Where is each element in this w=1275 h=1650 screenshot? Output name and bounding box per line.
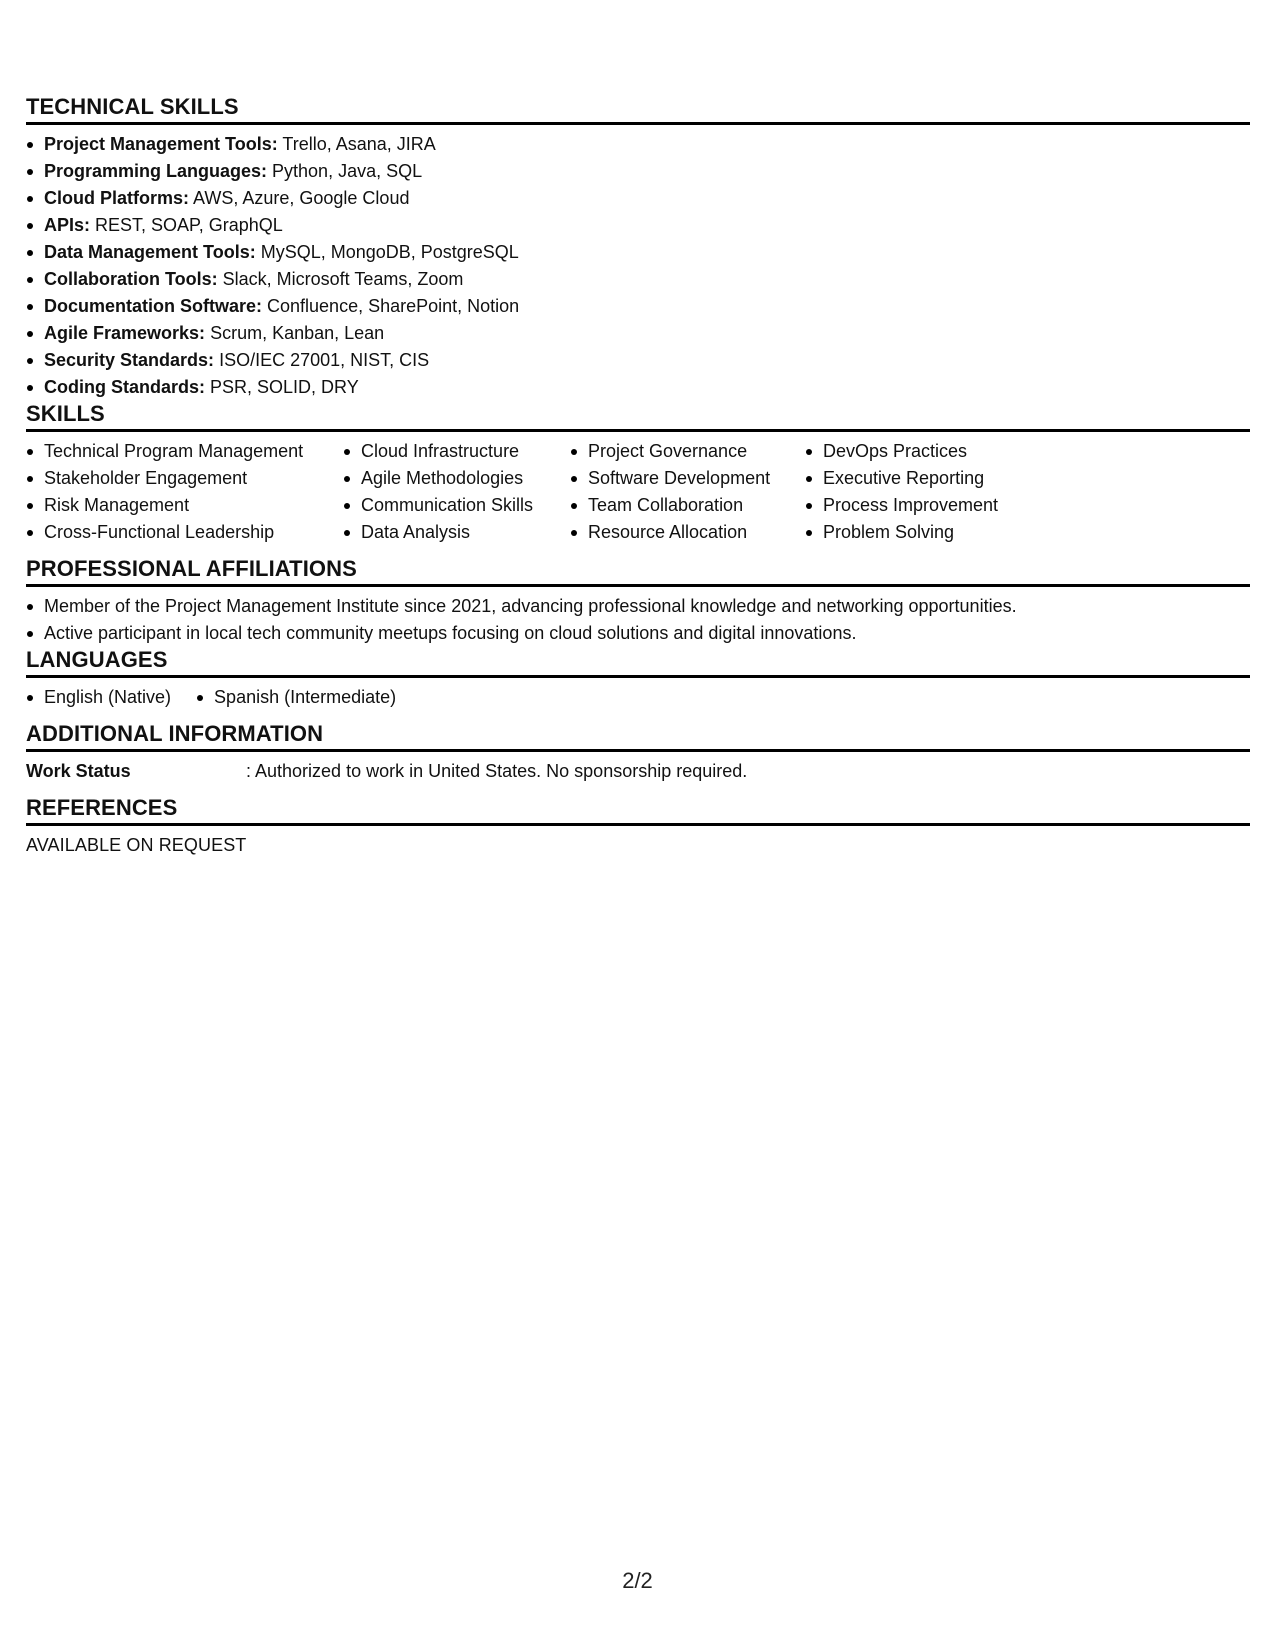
skill-category: Agile Frameworks: (44, 323, 206, 343)
references-text: AVAILABLE ON REQUEST (26, 835, 247, 855)
skill-item: Problem Solving (805, 519, 1025, 546)
skill-category: Project Management Tools: (44, 134, 278, 154)
resume-page (26, 94, 1250, 859)
technical-skill-item (26, 320, 1250, 347)
skill-item: Stakeholder Engagement (26, 465, 319, 492)
skill-values: AWS, Azure, Google Cloud (189, 188, 410, 208)
skill-item: Data Analysis (343, 519, 546, 546)
section-title: REFERENCES (26, 795, 178, 820)
languages-row (26, 684, 1250, 711)
skill-values: Slack, Microsoft Teams, Zoom (217, 269, 464, 289)
skill-category: Data Management Tools: (44, 242, 256, 262)
language-item: Spanish (Intermediate) (196, 684, 396, 711)
skill-category: Programming Languages: (44, 161, 268, 181)
affiliation-item: Member of the Project Management Institute since 2021, advancing professional knowledge and networking opportunities. (26, 593, 1250, 620)
technical-skill-item (26, 293, 1250, 320)
skills-column (805, 438, 1025, 546)
work-status-row (26, 758, 1250, 785)
skill-item: Cloud Infrastructure (343, 438, 546, 465)
technical-skills-section (26, 94, 1250, 401)
skill-item: Executive Reporting (805, 465, 1025, 492)
skills-column (26, 438, 319, 546)
skill-category: Cloud Platforms: (44, 188, 190, 208)
languages-list (26, 684, 421, 711)
skill-values: Python, Java, SQL (267, 161, 423, 181)
skill-values: ISO/IEC 27001, NIST, CIS (214, 350, 430, 370)
section-title: TECHNICAL SKILLS (26, 94, 239, 119)
page-number: 2/2 (622, 1568, 653, 1593)
skill-category: Documentation Software: (44, 296, 263, 316)
section-divider (26, 584, 1250, 587)
skills-section (26, 401, 1250, 546)
work-status-label: Work Status (26, 761, 131, 781)
skill-values: Confluence, SharePoint, Notion (262, 296, 520, 316)
skill-item: Technical Program Management (26, 438, 319, 465)
additional-info-section (26, 721, 1250, 785)
technical-skill-item (26, 131, 1250, 158)
skill-item: Resource Allocation (570, 519, 781, 546)
section-title: ADDITIONAL INFORMATION (26, 721, 324, 746)
skill-category: APIs: (44, 215, 91, 235)
affiliations-list (26, 593, 1250, 647)
skill-category: Coding Standards: (44, 377, 205, 397)
skills-column (570, 438, 781, 546)
section-divider (26, 675, 1250, 678)
skill-values: Trello, Asana, JIRA (277, 134, 436, 154)
skill-item: Cross-Functional Leadership (26, 519, 319, 546)
skill-item: Project Governance (570, 438, 781, 465)
skill-item: Communication Skills (343, 492, 546, 519)
section-divider (26, 823, 1250, 826)
skill-item: Agile Methodologies (343, 465, 546, 492)
section-divider (26, 749, 1250, 752)
section-divider (26, 429, 1250, 432)
skills-column (343, 438, 546, 546)
affiliation-item: Active participant in local tech community meetups focusing on cloud solutions and digital innovations. (26, 620, 1250, 647)
skill-item: Process Improvement (805, 492, 1025, 519)
section-title: LANGUAGES (26, 647, 168, 672)
affiliations-section (26, 556, 1250, 647)
skill-category: Collaboration Tools: (44, 269, 218, 289)
technical-skills-list (26, 131, 1250, 401)
technical-skill-item (26, 239, 1250, 266)
technical-skill-item (26, 158, 1250, 185)
skill-item: Risk Management (26, 492, 319, 519)
skill-values: REST, SOAP, GraphQL (90, 215, 283, 235)
technical-skill-item (26, 347, 1250, 374)
skill-item: Team Collaboration (570, 492, 781, 519)
technical-skill-item (26, 266, 1250, 293)
languages-section (26, 647, 1250, 711)
references-section (26, 795, 1250, 859)
technical-skill-item (26, 212, 1250, 239)
work-status-value: : Authorized to work in United States. No sponsorship required. (246, 761, 748, 781)
skill-values: Scrum, Kanban, Lean (205, 323, 385, 343)
technical-skill-item (26, 185, 1250, 212)
language-item: English (Native) (26, 684, 171, 711)
section-title: PROFESSIONAL AFFILIATIONS (26, 556, 357, 581)
skill-category: Security Standards: (44, 350, 215, 370)
skill-values: PSR, SOLID, DRY (205, 377, 359, 397)
section-divider (26, 122, 1250, 125)
skill-values: MySQL, MongoDB, PostgreSQL (255, 242, 519, 262)
technical-skill-item (26, 374, 1250, 401)
skill-item: DevOps Practices (805, 438, 1025, 465)
section-title: SKILLS (26, 401, 105, 426)
skills-grid (26, 438, 1250, 546)
skill-item: Software Development (570, 465, 781, 492)
